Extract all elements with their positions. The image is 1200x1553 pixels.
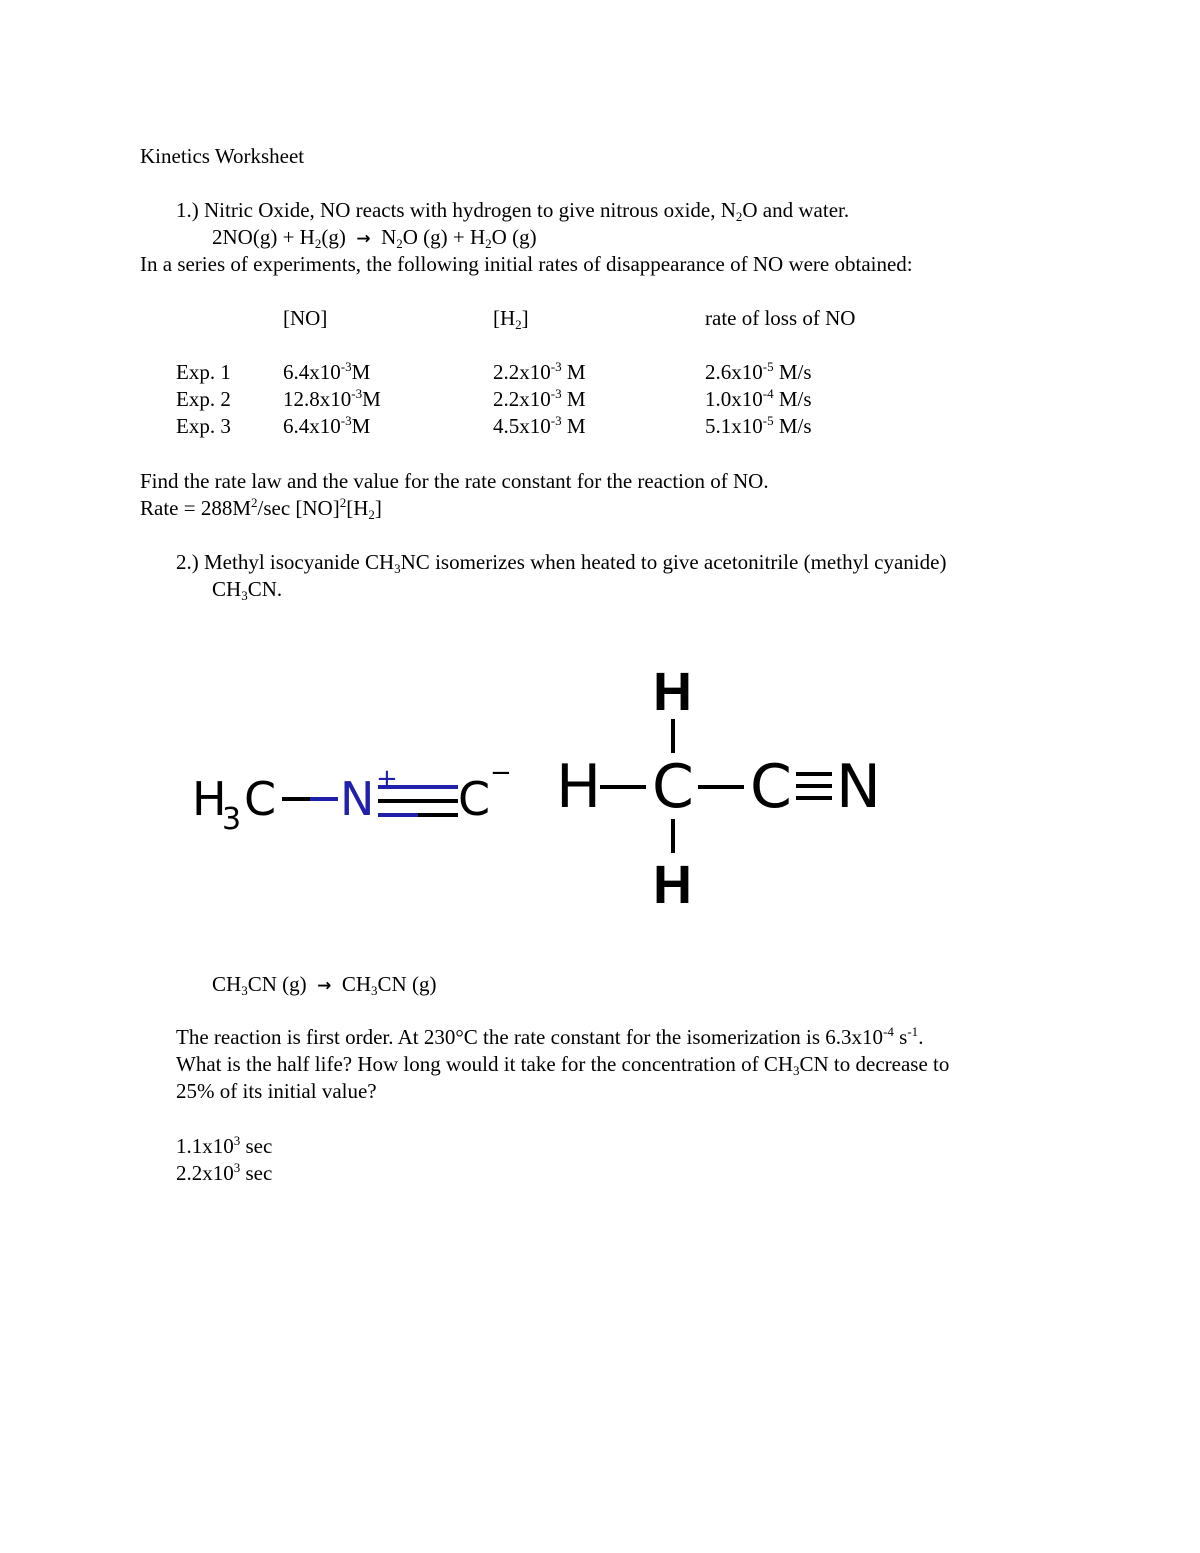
reaction-arrow-icon: → — [356, 229, 371, 249]
table-row-exp3-h2: $4.5x10^{-3}$ M — [493, 413, 586, 438]
n-atom: N — [340, 772, 375, 826]
table-row-exp1-no: $6.4x10^{-3}M$ — [283, 359, 371, 384]
table-row-exp2-label: Exp. 2 — [176, 387, 231, 411]
n-plus-charge: + — [376, 764, 398, 794]
q1-find: Find the rate law and the value for the rate constant for the reaction of NO. — [140, 469, 769, 493]
h-left: H — [556, 752, 602, 822]
c-center: C — [652, 752, 694, 822]
c-minus-charge: − — [490, 758, 512, 788]
h-top: H — [653, 662, 692, 722]
q2-answer-2: $2.2x10^3$ sec — [176, 1160, 273, 1185]
worksheet-title: Kinetics Worksheet — [140, 144, 305, 168]
table-header-h2: $[H_2]$ — [493, 306, 529, 332]
methyl-isocyanide-structure — [180, 745, 520, 865]
table-row-exp3-label: Exp. 3 — [176, 414, 231, 438]
table-row-exp3-rate: $5.1x10^{-5}$ M/s — [705, 413, 812, 438]
q2-answer-1: $1.1x10^3$ sec — [176, 1133, 273, 1158]
h3c-h: H — [192, 772, 227, 826]
q1-equation: $2NO(g) + H_2(g) \to N_2O$ $(g) + H_2O$ (g) — [212, 225, 537, 251]
q2-para3: 25% of its initial value? — [176, 1079, 377, 1103]
q1-statement — [176, 197, 849, 223]
n-right: N — [836, 752, 881, 822]
q1-answer: Rate = $288M^2/\sec$ $[NO]^2[H_2]$ — [140, 495, 382, 522]
table-row-exp2-no: $12.8x10^{-3}M$ — [283, 386, 381, 411]
acetonitrile-structure — [548, 655, 908, 915]
table-row-exp2-h2: $2.2x10^{-3}$ M — [493, 386, 586, 411]
q2-para1: The reaction is first order. At 230°C the rate constant for the isomerization is $6.3x10^{-4}$ $s^{-1}$. — [176, 1024, 924, 1049]
q1-number: 1.) — [176, 198, 199, 222]
q2-reaction: $CH_3CN$ $(g) \to CH_3CN$ (g) — [212, 972, 437, 998]
q2-number: 2.) — [176, 550, 199, 574]
table-row-exp3-no: $6.4x10^{-3}M$ — [283, 413, 371, 438]
q1-intro: In a series of experiments, the following initial rates of disappearance of NO were obtained: — [140, 252, 913, 276]
c-right: C — [750, 752, 792, 822]
h-bottom: H — [653, 855, 692, 915]
q2-statement: 2.) Methyl isocyanide $CH_3NC$ isomerizes when heated to give acetonitrile (methyl cyanide) — [176, 550, 947, 576]
table-row-exp1-h2: $2.2x10^{-3}$ M — [493, 359, 586, 384]
table-header-no: [NO] — [283, 306, 328, 330]
q2-statement-line2: $CH_3CN$. — [212, 577, 283, 603]
h3c-c: C — [244, 772, 277, 826]
table-row-exp2-rate: $1.0x10^{-4}$ M/s — [705, 386, 812, 411]
table-row-exp1-label: Exp. 1 — [176, 360, 231, 384]
q1-text: Nitric Oxide, NO reacts with hydrogen to give nitrous oxide, $N_2O$ and water. — [204, 198, 850, 224]
h3c-3: 3 — [222, 802, 242, 837]
table-header-rate: rate of loss of NO — [705, 306, 856, 330]
q2-para2: What is the half life? How long would it take for the concentration of $CH_3CN$ to decrease to — [176, 1052, 950, 1078]
c-atom: C — [458, 772, 491, 826]
table-row-exp1-rate: $2.6x10^{-5}$ M/s — [705, 359, 812, 384]
reaction-arrow-icon: → — [317, 976, 332, 996]
